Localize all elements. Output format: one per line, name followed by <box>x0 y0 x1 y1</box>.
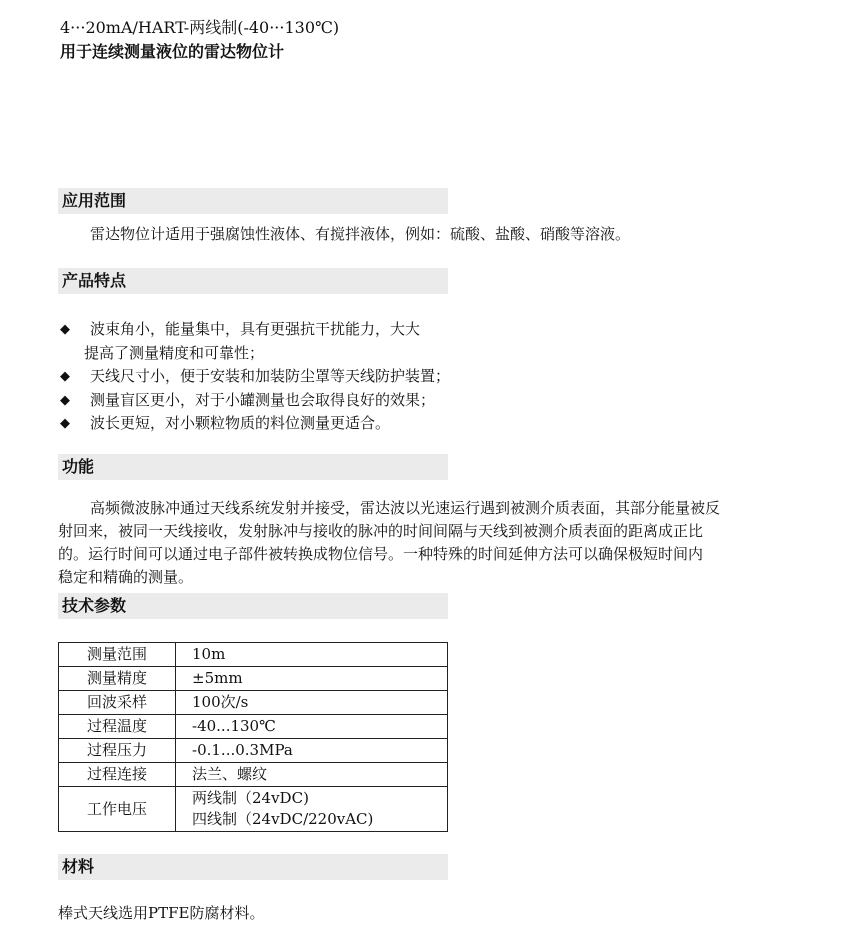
doc-title-line-2: 用于连续测量液位的雷达物位计 <box>60 42 285 61</box>
table-row: 测量精度 ±5mm <box>59 667 448 691</box>
table-row: 测量范围 10m <box>59 643 448 667</box>
list-item: ◆ 波长更短，对小颗粒物质的料位测量更适合。 <box>60 412 520 436</box>
table-row: 过程温度 -40...130℃ <box>59 715 448 739</box>
section-title: 应用范围 <box>62 191 127 210</box>
section-title: 技术参数 <box>62 596 127 615</box>
specs-table <box>58 642 448 832</box>
doc-title-line-1: 4···20mA/HART-两线制(-40···130℃) <box>60 18 340 37</box>
table-row: 过程压力 -0.1...0.3MPa <box>59 739 448 763</box>
material-text: 棒式天线选用PTFE防腐材料。 <box>58 904 265 922</box>
diamond-bullet-icon: ◆ <box>60 369 70 384</box>
function-paragraph: 高频微波脉冲通过天线系统发射并接受，雷达波以光速运行遇到被测介质表面，其部分能量被反 射回来，被同一天线接收，发射脉冲与接收的脉冲的时间间隔与天线到被测介质表面的距离成正比 的。运行时间可以通过电子部件被转换成物位信号。一种特殊的时间延伸方法可以确保极短时间内 稳定和精确的测量。 <box>58 499 721 586</box>
diamond-bullet-icon: ◆ <box>60 392 70 408</box>
application-text: 雷达物位计适用于强腐蚀性液体、有搅拌液体，例如：硫酸、盐酸、硝酸等溶液。 <box>90 225 631 243</box>
list-item: ◆ 测量盲区更小，对于小罐测量也会取得良好的效果； <box>60 389 520 413</box>
section-header-material <box>58 854 448 880</box>
section-header-features <box>58 268 448 294</box>
table-row: 过程连接 法兰、螺纹 <box>59 763 448 787</box>
diamond-bullet-icon: ◆ <box>60 416 70 431</box>
table-row: 工作电压 两线制（24vDC) 四线制（24vDC/220vAC) <box>59 787 448 832</box>
section-title: 材料 <box>62 857 95 876</box>
list-item: ◆ 天线尺寸小，便于安装和加装防尘罩等天线防护装置； <box>60 365 520 389</box>
section-header-specs <box>58 593 448 619</box>
section-header-function <box>58 454 448 480</box>
section-title: 功能 <box>62 457 95 476</box>
list-item: ◆ 波束角小，能量集中，具有更强抗干扰能力，大大 提高了测量精度和可靠性； <box>60 320 421 362</box>
section-title: 产品特点 <box>62 271 127 290</box>
table-row: 回波采样 100次/s <box>59 691 448 715</box>
features-list <box>60 318 520 436</box>
section-header-application <box>58 188 448 214</box>
diamond-bullet-icon: ◆ <box>60 322 70 337</box>
